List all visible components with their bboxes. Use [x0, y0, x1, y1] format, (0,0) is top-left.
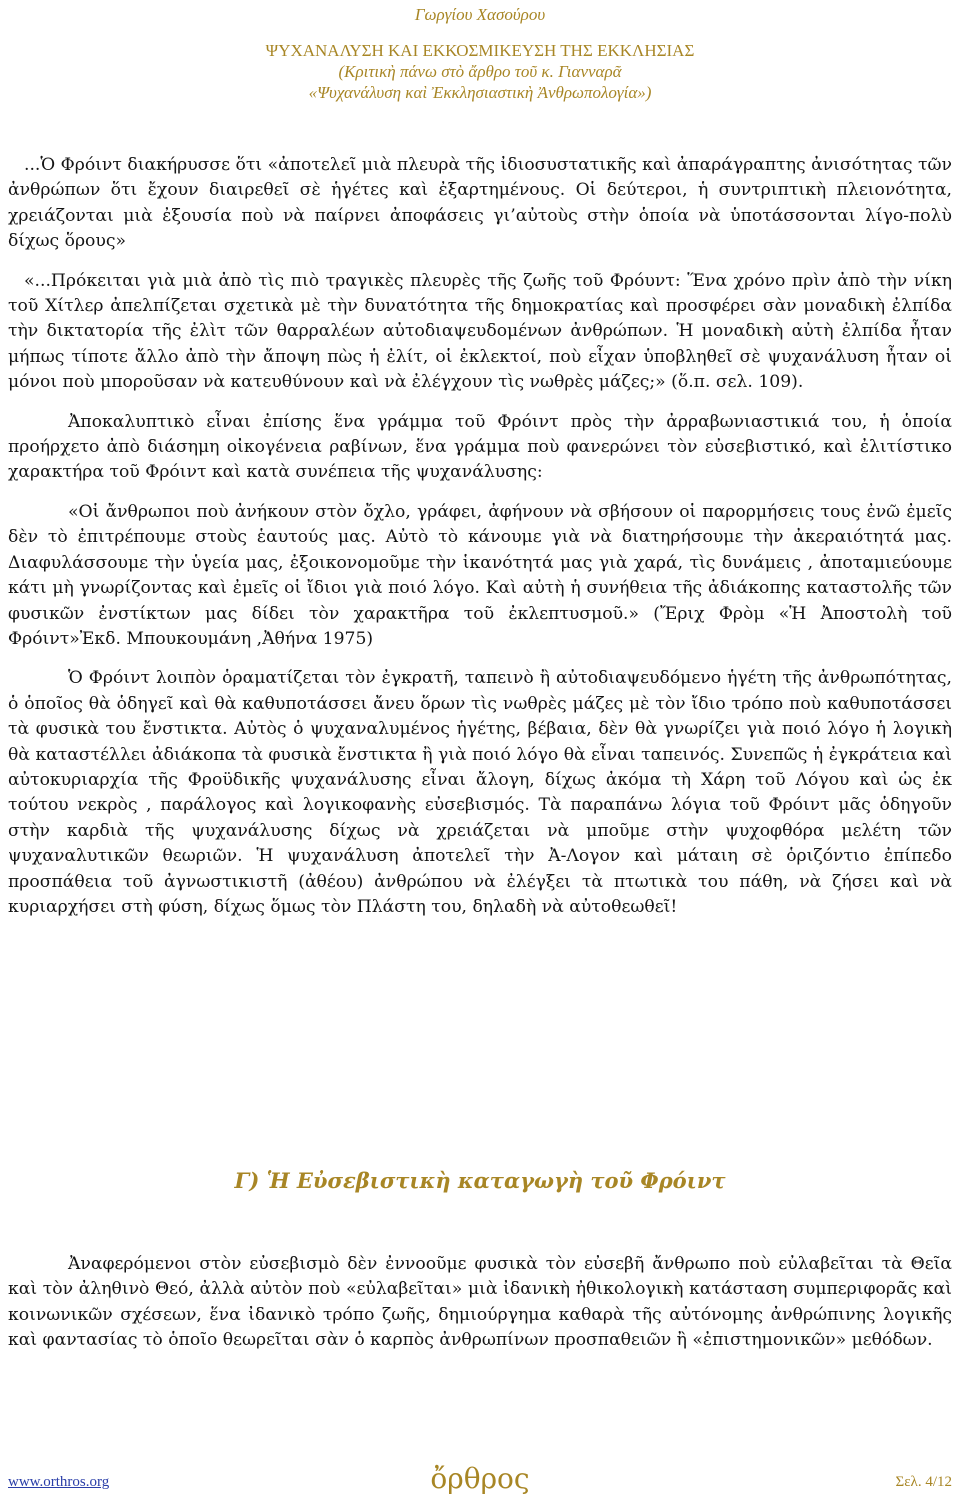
paragraph-analysis: Ὁ Φρόιντ λοιπὸν ὁραματίζεται τὸν ἐγκρατῆ, ταπεινὸ ἢ αὐτοδιαψευδόμενο ἡγέτη τῆς ἀνθρωπότητας, ὁ ὁποῖος θὰ ὁδηγεῖ καὶ θὰ καθυποτάσσει ἄνευ ὅρων τὶς νωθρὲς μάζες μὲ τὸν ἴδιο τρόπο ποὺ καθυποτάσσει τὰ φυσικὰ του ἔνστικτα. Αὐτὸς ὁ ψυχαναλυμένος ἡγέτης, βέβαια, δὲν θὰ γνωρίζει γιὰ ποιό λόγο ἡ λογικὴ θὰ καταστέλλει ἀδιάκοπα τὰ φυσικὰ ἔνστικτα ἢ γιὰ ποιό λόγο θὰ εἶναι ταπεινός. Συνεπῶς ἡ ἐγκράτεια καὶ αὐτοκυριαρχία τῆς Φροϋδικῆς ψυχανάλυσης εἶναι ἄλογη, δίχως ἀκόμα τὴ Χάρη τοῦ Λόγου καὶ ὡς ἐκ τούτου νεκρὸς , παράλογος καὶ λογικοφανὴς εὐσεβισμός. Τὰ παραπάνω λόγια τοῦ Φρόιντ μᾶς ὁδηγοῦν στὴν καρδιὰ τῆς ψυχανάλυσης δίχως νὰ χρειάζεται νὰ μποῦμε στὴν ψυχοφθόρα μελέτη τῶν ψυχαναλυτικῶν θεωριῶν. Ἡ ψυχανάλυση ἀποτελεῖ τὴν Ἀ-Λογον καὶ μάταιη σὲ ὁριζόντιο ἐπίπεδο προσπάθεια τοῦ ἀγνωστικιστῆ (ἀθέου) ἀνθρώπου νὰ ἐλέγξει τὰ πτωτικὰ του πάθη, νὰ ζήσει καὶ νὰ κυριαρχήσει στὴ φύση, δίχως ὅμως τὸν Πλάστη του, δηλαδὴ νὰ αὐτοθεωθεῖ! [8, 668, 952, 917]
page-footer [8, 1464, 952, 1500]
section-heading: Γ) Ἡ Εὐσεβιστικὴ καταγωγὴ τοῦ Φρόιντ [234, 1168, 726, 1193]
section-body [8, 1252, 952, 1354]
paragraph-fromm-quote: «...Πρόκειται γιὰ μιὰ ἀπὸ τὶς πιὸ τραγικὲς πλευρὲς τῆς ζωῆς τοῦ Φρόυντ: Ἕνα χρόνο πρὶν ἀπὸ τὴν νίκη τοῦ Χίτλερ ἀπελπίζεται σχετικὰ μὲ τὴν δυνατότητα τῆς δημοκρατίας καὶ προσφέρει σὰν μοναδικὴ ἐλπίδα τὴν δικτατορία τῆς ἐλὶτ τῶν θαρραλέων αὐτοδιαψευδομένων ἀνθρώπων. Ἡ μοναδικὴ αὐτὴ ἐλπίδα ἦταν μήπως τίποτε ἄλλο ἀπὸ τὴν ἄποψη πὼς ἡ ἐλίτ, οἱ ἐκλεκτοί, ποὺ εἶχαν ὑποβληθεῖ σὲ ψυχανάλυση ἦταν οἱ μόνοι ποὺ μποροῦσαν νὰ κατευθύνουν καὶ νὰ ἐλέγχουν τὶς νωθρὲς μάζες;» (ὅ.π. σελ. 109). [8, 270, 952, 393]
website-link[interactable]: www.orthros.org [8, 1474, 110, 1490]
document-body [8, 153, 952, 920]
paragraph-freud-quote: ...Ὁ Φρόιντ διακήρυσσε ὅτι «ἀποτελεῖ μιὰ πλευρὰ τῆς ἰδιοσυστατικῆς καὶ ἀπαράγραπτης ἀνισότητας τῶν ἀνθρώπων ὅτι ἔχουν διαιρεθεῖ σὲ ἡγέτες καὶ ἐξαρτημένους. Οἱ δεύτεροι, ἡ συντριπτικὴ πλειονότητα, χρειάζονται μιὰ ἐξουσία ποὺ νὰ παίρνει ἀποφάσεις γι’αὐτοὺς στὴν ὁποία νὰ ὑποτάσσονται λίγο-πολὺ δίχως ὅρους» [8, 155, 952, 252]
page-number: Σελ. 4/12 [895, 1474, 952, 1490]
paragraph-letter-intro: Ἀποκαλυπτικὸ εἶναι ἐπίσης ἕνα γράμμα τοῦ Φρόιντ πρὸς τὴν ἀρραβωνιαστικιά του, ἡ ὁποία προήρχετο ἀπὸ διάσημη οἰκογένεια ραβίνων, ἕνα γράμμα ποὺ φανερώνει τὸν εὐσεβιστικό, καὶ ἐλιτίστικο χαρακτήρα τοῦ Φρόιντ καὶ κατὰ συνέπεια τῆς ψυχανάλυσης: [8, 411, 952, 483]
orthros-logo: ὄρθρος [430, 1462, 530, 1495]
document-header [0, 4, 960, 103]
document-title: ΨΥΧΑΝΑΛΥΣΗ ΚΑΙ ΕΚΚΟΣΜΙΚΕΥΣΗ ΤΗΣ ΕΚΚΛΗΣΙΑΣ [265, 41, 695, 60]
document-subtitle-line-1: (Κριτικὴ πάνω στὸ ἄρθρο τοῦ κ. Γιανναρᾶ [338, 62, 622, 81]
paragraph-pietism: Ἀναφερόμενοι στὸν εὐσεβισμὸ δὲν ἐννοοῦμε φυσικὰ τὸν εὐσεβῆ ἄνθρωπο ποὺ εὐλαβεῖται τὰ Θεῖα καὶ τὸν ἀληθινὸ Θεό, ἀλλὰ αὐτὸν ποὺ «εὐλαβεῖται» μιὰ ἰδανικὴ ἠθικολογικὴ κατάσταση συμπεριφορᾶς καὶ κοινωνικῶν σχέσεων, ἕνα ἰδανικὸ τρόπο ζωῆς, δημιούργημα καθαρὰ τῆς αὐτόνομης ἀνθρώπινης λογικῆς καὶ φαντασίας τὸ ὁποῖο θεωρεῖται σὰν ὁ καρπὸς ἀνθρωπίνων προσπαθειῶν ἢ «ἐπιστημονικῶν» μεθόδων. [8, 1254, 952, 1351]
paragraph-letter-quote: «Οἱ ἄνθρωποι ποὺ ἀνήκουν στὸν ὄχλο, γράφει, ἀφήνουν νὰ σβήσουν οἱ παρορμήσεις τους ἐνῶ ἐμεῖς δὲν τὸ ἐπιτρέπουμε στοὺς ἑαυτούς μας. Αὐτὸ τὸ κάνουμε γιὰ νὰ διατηρήσουμε τὴν ἀκεραιότητά μας. Διαφυλάσσουμε τὴν ὑγεία μας, ἐξοικονομοῦμε τὴν ἱκανότητά μας γιὰ χαρά, τὶς δυνάμεις , ἀποταμιεύουμε κάτι μὴ γνωρίζοντας καὶ ἐμεῖς οἱ ἴδιοι γιὰ ποιό λόγο. Καὶ αὐτὴ ἡ συνήθεια τῆς ἀδιάκοπης καταστολῆς τῶν φυσικῶν ἐνστίκτων μας δίδει τὸν χαρακτῆρα τοῦ ἐκλεπτυσμοῦ.» (Ἔριχ Φρὸμ «Ἡ Ἀποστολὴ τοῦ Φρόιντ»Ἐκδ. Μπουκουμάνη ,Ἀθήνα 1975) [8, 501, 952, 649]
document-subtitle-line-2: «Ψυχανάλυση καὶ Ἐκκλησιαστικὴ Ἀνθρωπολογία») [308, 83, 652, 102]
author-name: Γωργίου Χασούρου [414, 5, 546, 24]
